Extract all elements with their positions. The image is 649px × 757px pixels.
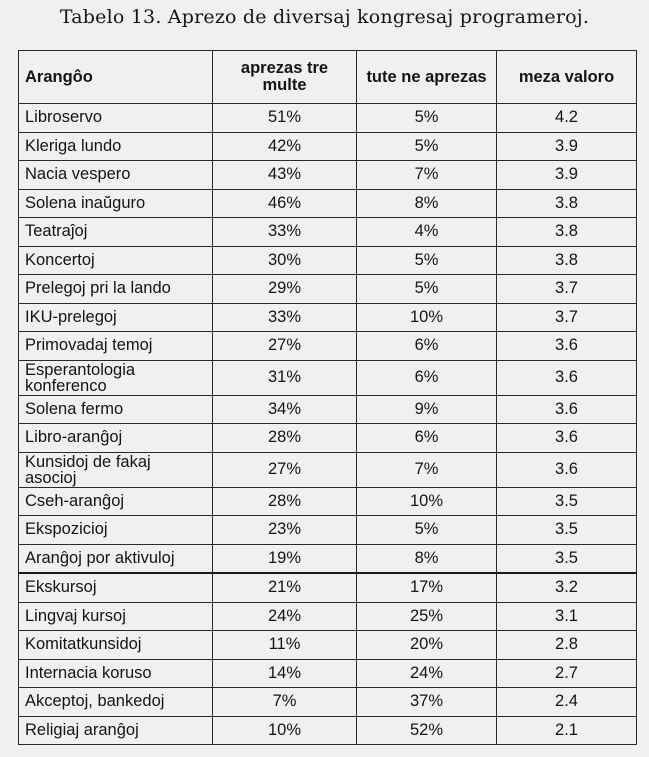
cell-average-value: 3.9 — [497, 161, 637, 190]
cell-average-value: 3.7 — [497, 275, 637, 304]
table-row — [19, 395, 637, 424]
table-body — [19, 104, 637, 745]
cell-appreciate-very-much: 19% — [213, 544, 357, 573]
cell-not-appreciate-at-all: 9% — [357, 395, 497, 424]
header-event: Arangôo — [19, 51, 213, 104]
cell-not-appreciate-at-all: 5% — [357, 104, 497, 133]
table-row — [19, 275, 637, 304]
table-row — [19, 487, 637, 516]
cell-appreciate-very-much: 21% — [213, 573, 357, 602]
cell-appreciate-very-much: 11% — [213, 631, 357, 660]
cell-average-value: 2.4 — [497, 688, 637, 717]
cell-event: Komitatkunsidoj — [19, 631, 213, 660]
cell-event: Prelegoj pri la lando — [19, 275, 213, 304]
cell-appreciate-very-much: 23% — [213, 516, 357, 545]
cell-appreciate-very-much: 28% — [213, 424, 357, 453]
program-appreciation-table — [18, 50, 637, 745]
cell-not-appreciate-at-all: 5% — [357, 516, 497, 545]
cell-event: Teatraĵoj — [19, 218, 213, 247]
cell-event: Cseh-aranĝoj — [19, 487, 213, 516]
cell-event: Solena fermo — [19, 395, 213, 424]
table-row — [19, 659, 637, 688]
cell-not-appreciate-at-all: 4% — [357, 218, 497, 247]
table-row — [19, 688, 637, 717]
table-row — [19, 104, 637, 133]
table-row — [19, 631, 637, 660]
cell-event: Lingvaj kursoj — [19, 602, 213, 631]
cell-average-value: 3.5 — [497, 516, 637, 545]
cell-event: IKU-prelegoj — [19, 303, 213, 332]
cell-appreciate-very-much: 30% — [213, 246, 357, 275]
cell-average-value: 3.8 — [497, 218, 637, 247]
cell-appreciate-very-much: 43% — [213, 161, 357, 190]
table-row — [19, 716, 637, 745]
cell-not-appreciate-at-all: 10% — [357, 303, 497, 332]
cell-appreciate-very-much: 7% — [213, 688, 357, 717]
cell-appreciate-very-much: 10% — [213, 716, 357, 745]
table-row — [19, 573, 637, 602]
cell-event: Libro-aranĝoj — [19, 424, 213, 453]
cell-not-appreciate-at-all: 20% — [357, 631, 497, 660]
cell-not-appreciate-at-all: 8% — [357, 189, 497, 218]
cell-not-appreciate-at-all: 7% — [357, 452, 497, 487]
cell-appreciate-very-much: 27% — [213, 332, 357, 361]
cell-not-appreciate-at-all: 5% — [357, 132, 497, 161]
cell-appreciate-very-much: 24% — [213, 602, 357, 631]
cell-event: Koncertoj — [19, 246, 213, 275]
cell-average-value: 3.2 — [497, 573, 637, 602]
cell-not-appreciate-at-all: 25% — [357, 602, 497, 631]
cell-average-value: 3.6 — [497, 395, 637, 424]
cell-appreciate-very-much: 42% — [213, 132, 357, 161]
cell-not-appreciate-at-all: 17% — [357, 573, 497, 602]
cell-not-appreciate-at-all: 6% — [357, 424, 497, 453]
header-not-appreciate-at-all: tute ne aprezas — [357, 51, 497, 104]
cell-event: Esperantologia konferenco — [19, 360, 213, 395]
cell-event: Aranĝoj por aktivuloj — [19, 544, 213, 573]
cell-appreciate-very-much: 34% — [213, 395, 357, 424]
cell-event: Primovadaj temoj — [19, 332, 213, 361]
table-row — [19, 189, 637, 218]
cell-event: Ekskursoj — [19, 573, 213, 602]
cell-event: Solena inaŭguro — [19, 189, 213, 218]
cell-average-value: 2.8 — [497, 631, 637, 660]
cell-not-appreciate-at-all: 5% — [357, 246, 497, 275]
cell-not-appreciate-at-all: 5% — [357, 275, 497, 304]
table-row — [19, 452, 637, 487]
cell-event: Ekspozicioj — [19, 516, 213, 545]
table-row — [19, 516, 637, 545]
cell-appreciate-very-much: 28% — [213, 487, 357, 516]
cell-event: Kleriga lundo — [19, 132, 213, 161]
table-row — [19, 303, 637, 332]
cell-average-value: 3.5 — [497, 487, 637, 516]
cell-average-value: 3.6 — [497, 424, 637, 453]
cell-not-appreciate-at-all: 6% — [357, 360, 497, 395]
table-row — [19, 132, 637, 161]
cell-event: Internacia koruso — [19, 659, 213, 688]
cell-event: Religiaj aranĝoj — [19, 716, 213, 745]
table-row — [19, 424, 637, 453]
cell-average-value: 4.2 — [497, 104, 637, 133]
cell-average-value: 2.1 — [497, 716, 637, 745]
table-row — [19, 544, 637, 573]
cell-appreciate-very-much: 33% — [213, 218, 357, 247]
cell-event: Nacia vespero — [19, 161, 213, 190]
cell-average-value: 2.7 — [497, 659, 637, 688]
cell-event: Kunsidoj de fakaj asocioj — [19, 452, 213, 487]
cell-average-value: 3.6 — [497, 360, 637, 395]
table-row — [19, 360, 637, 395]
cell-event: Libroservo — [19, 104, 213, 133]
cell-average-value: 3.9 — [497, 132, 637, 161]
table-row — [19, 161, 637, 190]
cell-appreciate-very-much: 14% — [213, 659, 357, 688]
cell-appreciate-very-much: 27% — [213, 452, 357, 487]
table-row — [19, 218, 637, 247]
cell-appreciate-very-much: 46% — [213, 189, 357, 218]
cell-appreciate-very-much: 31% — [213, 360, 357, 395]
cell-appreciate-very-much: 29% — [213, 275, 357, 304]
cell-not-appreciate-at-all: 8% — [357, 544, 497, 573]
table-caption: Tabelo 13. Aprezo de diversaj kongresaj programeroj. — [59, 6, 590, 28]
cell-appreciate-very-much: 33% — [213, 303, 357, 332]
table-row — [19, 332, 637, 361]
cell-average-value: 3.6 — [497, 452, 637, 487]
cell-not-appreciate-at-all: 6% — [357, 332, 497, 361]
cell-average-value: 3.8 — [497, 246, 637, 275]
cell-not-appreciate-at-all: 37% — [357, 688, 497, 717]
cell-appreciate-very-much: 51% — [213, 104, 357, 133]
cell-average-value: 3.7 — [497, 303, 637, 332]
cell-not-appreciate-at-all: 10% — [357, 487, 497, 516]
cell-average-value: 3.5 — [497, 544, 637, 573]
cell-event: Akceptoj, bankedoj — [19, 688, 213, 717]
cell-not-appreciate-at-all: 24% — [357, 659, 497, 688]
cell-not-appreciate-at-all: 52% — [357, 716, 497, 745]
table-row — [19, 602, 637, 631]
cell-not-appreciate-at-all: 7% — [357, 161, 497, 190]
header-row — [19, 51, 637, 104]
table-row — [19, 246, 637, 275]
cell-average-value: 3.6 — [497, 332, 637, 361]
header-appreciate-very-much: aprezas tre multe — [213, 51, 357, 104]
cell-average-value: 3.8 — [497, 189, 637, 218]
header-average-value: meza valoro — [497, 51, 637, 104]
cell-average-value: 3.1 — [497, 602, 637, 631]
